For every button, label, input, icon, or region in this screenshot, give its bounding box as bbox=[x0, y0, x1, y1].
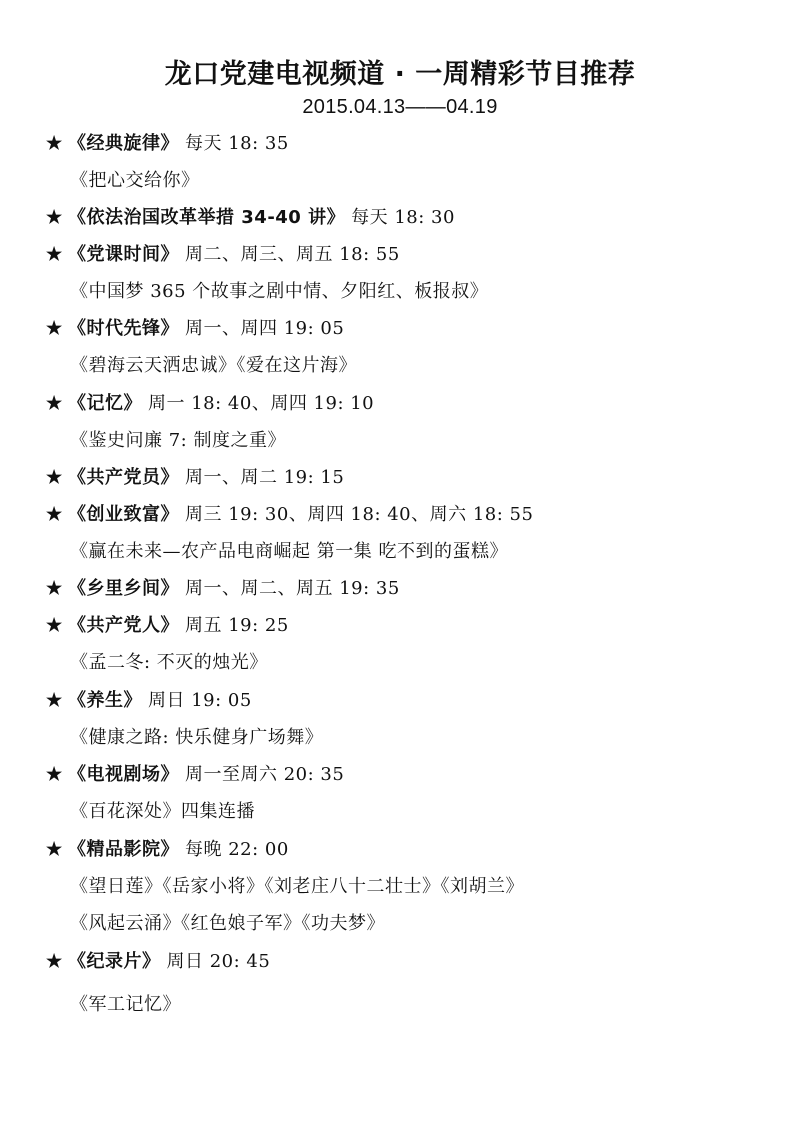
program-time: 周一 18: 40、周四 19: 10 bbox=[148, 393, 375, 414]
star-icon: ★ bbox=[46, 467, 63, 488]
program-name: 《党课时间》 bbox=[68, 244, 179, 265]
star-icon: ★ bbox=[46, 393, 63, 414]
program-entry bbox=[46, 500, 533, 530]
star-icon: ★ bbox=[46, 133, 63, 154]
program-detail: 《望日莲》《岳家小将》《刘老庄八十二壮士》《刘胡兰》 bbox=[70, 876, 524, 897]
program-detail: 《把心交给你》 bbox=[70, 170, 200, 191]
program-entry bbox=[46, 760, 344, 790]
program-time: 周三 19: 30、周四 18: 40、周六 18: 55 bbox=[185, 504, 534, 525]
program-detail: 《碧海云天洒忠诚》《爱在这片海》 bbox=[70, 355, 357, 376]
program-entry bbox=[46, 574, 400, 604]
program-name: 《纪录片》 bbox=[68, 951, 161, 972]
program-name: 《时代先锋》 bbox=[68, 318, 179, 339]
star-icon: ★ bbox=[46, 615, 63, 636]
program-detail: 《赢在未来—农产品电商崛起 第一集 吃不到的蛋糕》 bbox=[70, 541, 508, 562]
program-entry bbox=[46, 203, 455, 233]
star-icon: ★ bbox=[46, 578, 63, 599]
program-time: 周二、周三、周五 18: 55 bbox=[185, 244, 400, 265]
program-time: 周一、周二、周五 19: 35 bbox=[185, 578, 400, 599]
program-time: 周日 19: 05 bbox=[148, 690, 252, 711]
program-name: 《记忆》 bbox=[68, 393, 142, 414]
star-icon: ★ bbox=[46, 504, 63, 525]
star-icon: ★ bbox=[46, 839, 63, 860]
program-detail: 《军工记忆》 bbox=[70, 994, 181, 1015]
program-name: 《精品影院》 bbox=[68, 839, 179, 860]
program-detail: 《中国梦 365 个故事之剧中情、夕阳红、板报叔》 bbox=[70, 281, 489, 302]
program-detail: 《百花深处》四集连播 bbox=[70, 801, 255, 822]
program-entry bbox=[46, 240, 400, 270]
star-icon: ★ bbox=[46, 207, 63, 228]
program-entry bbox=[46, 686, 252, 716]
program-name: 《共产党人》 bbox=[68, 615, 179, 636]
program-name: 《共产党员》 bbox=[68, 467, 179, 488]
program-entry bbox=[46, 947, 270, 977]
program-detail: 《风起云涌》《红色娘子军》《功夫梦》 bbox=[70, 913, 385, 934]
date-range: 2015.04.13——04.19 bbox=[302, 96, 498, 118]
program-name: 《乡里乡间》 bbox=[68, 578, 179, 599]
program-time: 周一、周二 19: 15 bbox=[185, 467, 345, 488]
program-time: 周一、周四 19: 05 bbox=[185, 318, 345, 339]
program-entry bbox=[46, 463, 344, 493]
star-icon: ★ bbox=[46, 318, 63, 339]
program-time: 周一至周六 20: 35 bbox=[185, 764, 345, 785]
program-name: 《养生》 bbox=[68, 690, 142, 711]
star-icon: ★ bbox=[46, 764, 63, 785]
program-name: 《创业致富》 bbox=[68, 504, 179, 525]
program-time: 每天 18: 30 bbox=[351, 207, 455, 228]
star-icon: ★ bbox=[46, 244, 63, 265]
program-detail: 《健康之路: 快乐健身广场舞》 bbox=[70, 727, 324, 748]
program-entry bbox=[46, 835, 289, 865]
program-time: 周日 20: 45 bbox=[166, 951, 271, 972]
program-entry bbox=[46, 314, 344, 344]
program-name: 《经典旋律》 bbox=[68, 133, 179, 154]
program-entry bbox=[46, 611, 289, 641]
program-time: 每晚 22: 00 bbox=[185, 839, 289, 860]
page-title: 龙口党建电视频道 · 一周精彩节目推荐 bbox=[164, 59, 636, 90]
program-name: 《依法治国改革举措 34-40 讲》 bbox=[68, 207, 346, 228]
star-icon: ★ bbox=[46, 690, 63, 711]
program-name: 《电视剧场》 bbox=[68, 764, 179, 785]
program-entry bbox=[46, 389, 374, 419]
program-time: 每天 18: 35 bbox=[185, 133, 289, 154]
program-detail: 《鉴史问廉 7: 制度之重》 bbox=[70, 430, 286, 451]
program-detail: 《孟二冬: 不灭的烛光》 bbox=[70, 652, 268, 673]
program-entry bbox=[46, 129, 289, 159]
star-icon: ★ bbox=[46, 951, 63, 972]
program-time: 周五 19: 25 bbox=[185, 615, 289, 636]
